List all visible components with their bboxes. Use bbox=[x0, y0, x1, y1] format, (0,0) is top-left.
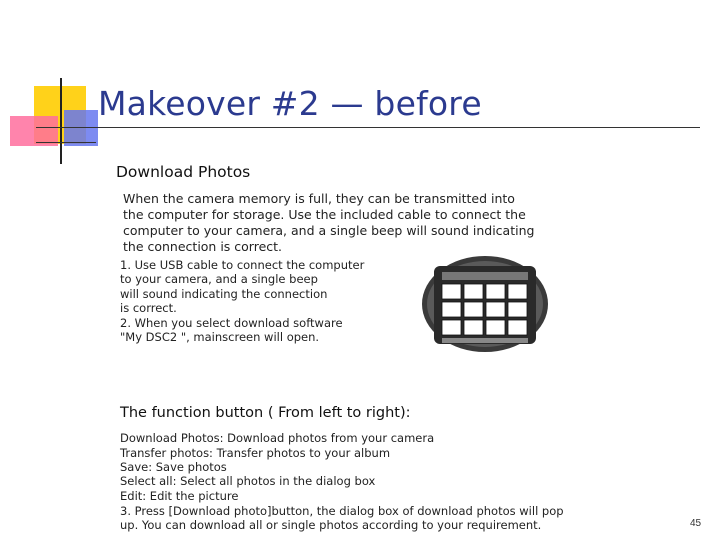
scan-step-line: "My DSC2 ", mainscreen will open. bbox=[120, 330, 320, 344]
scan-para-line: the computer for storage. Use the included cable to connect the bbox=[123, 207, 526, 222]
scan-list-line: Transfer photos: Transfer photos to your album bbox=[120, 446, 391, 460]
scan-list-line: Download Photos: Download photos from your camera bbox=[120, 431, 435, 445]
decor-blue-square bbox=[64, 110, 98, 146]
scan-list-line: Select all: Select all photos in the dialog box bbox=[120, 474, 376, 488]
scan-step-line: will sound indicating the connection bbox=[120, 287, 328, 301]
scan-step-line: is correct. bbox=[120, 301, 177, 315]
slide-title: Makeover #2 — before bbox=[98, 84, 482, 123]
scan-heading-download: Download Photos bbox=[116, 163, 251, 181]
scan-para-line: When the camera memory is full, they can be transmitted into bbox=[123, 191, 515, 206]
scan-list-line: 3. Press [Download photo]button, the dialog box of download photos will pop bbox=[120, 504, 564, 518]
scan-list-line: Edit: Edit the picture bbox=[120, 489, 239, 503]
scan-step-line: 1. Use USB cable to connect the computer bbox=[120, 258, 365, 272]
scan-para-line: computer to your camera, and a single beep will sound indicating bbox=[123, 223, 535, 238]
scan-step-line: to your camera, and a single beep bbox=[120, 272, 318, 286]
page-number: 45 bbox=[690, 518, 702, 529]
decor-horizontal-line-short bbox=[36, 142, 96, 143]
scan-para-line: the connection is correct. bbox=[123, 239, 283, 254]
software-screen-illustration bbox=[420, 254, 550, 354]
scan-step-line: 2. When you select download software bbox=[120, 316, 343, 330]
scan-list-line: Save: Save photos bbox=[120, 460, 227, 474]
scan-list-line: up. You can download all or single photos according to your requirement. bbox=[120, 518, 542, 532]
scan-heading-function-button: The function button ( From left to right): bbox=[120, 405, 411, 421]
decor-vertical-line bbox=[60, 78, 62, 164]
decor-horizontal-line bbox=[36, 127, 700, 128]
